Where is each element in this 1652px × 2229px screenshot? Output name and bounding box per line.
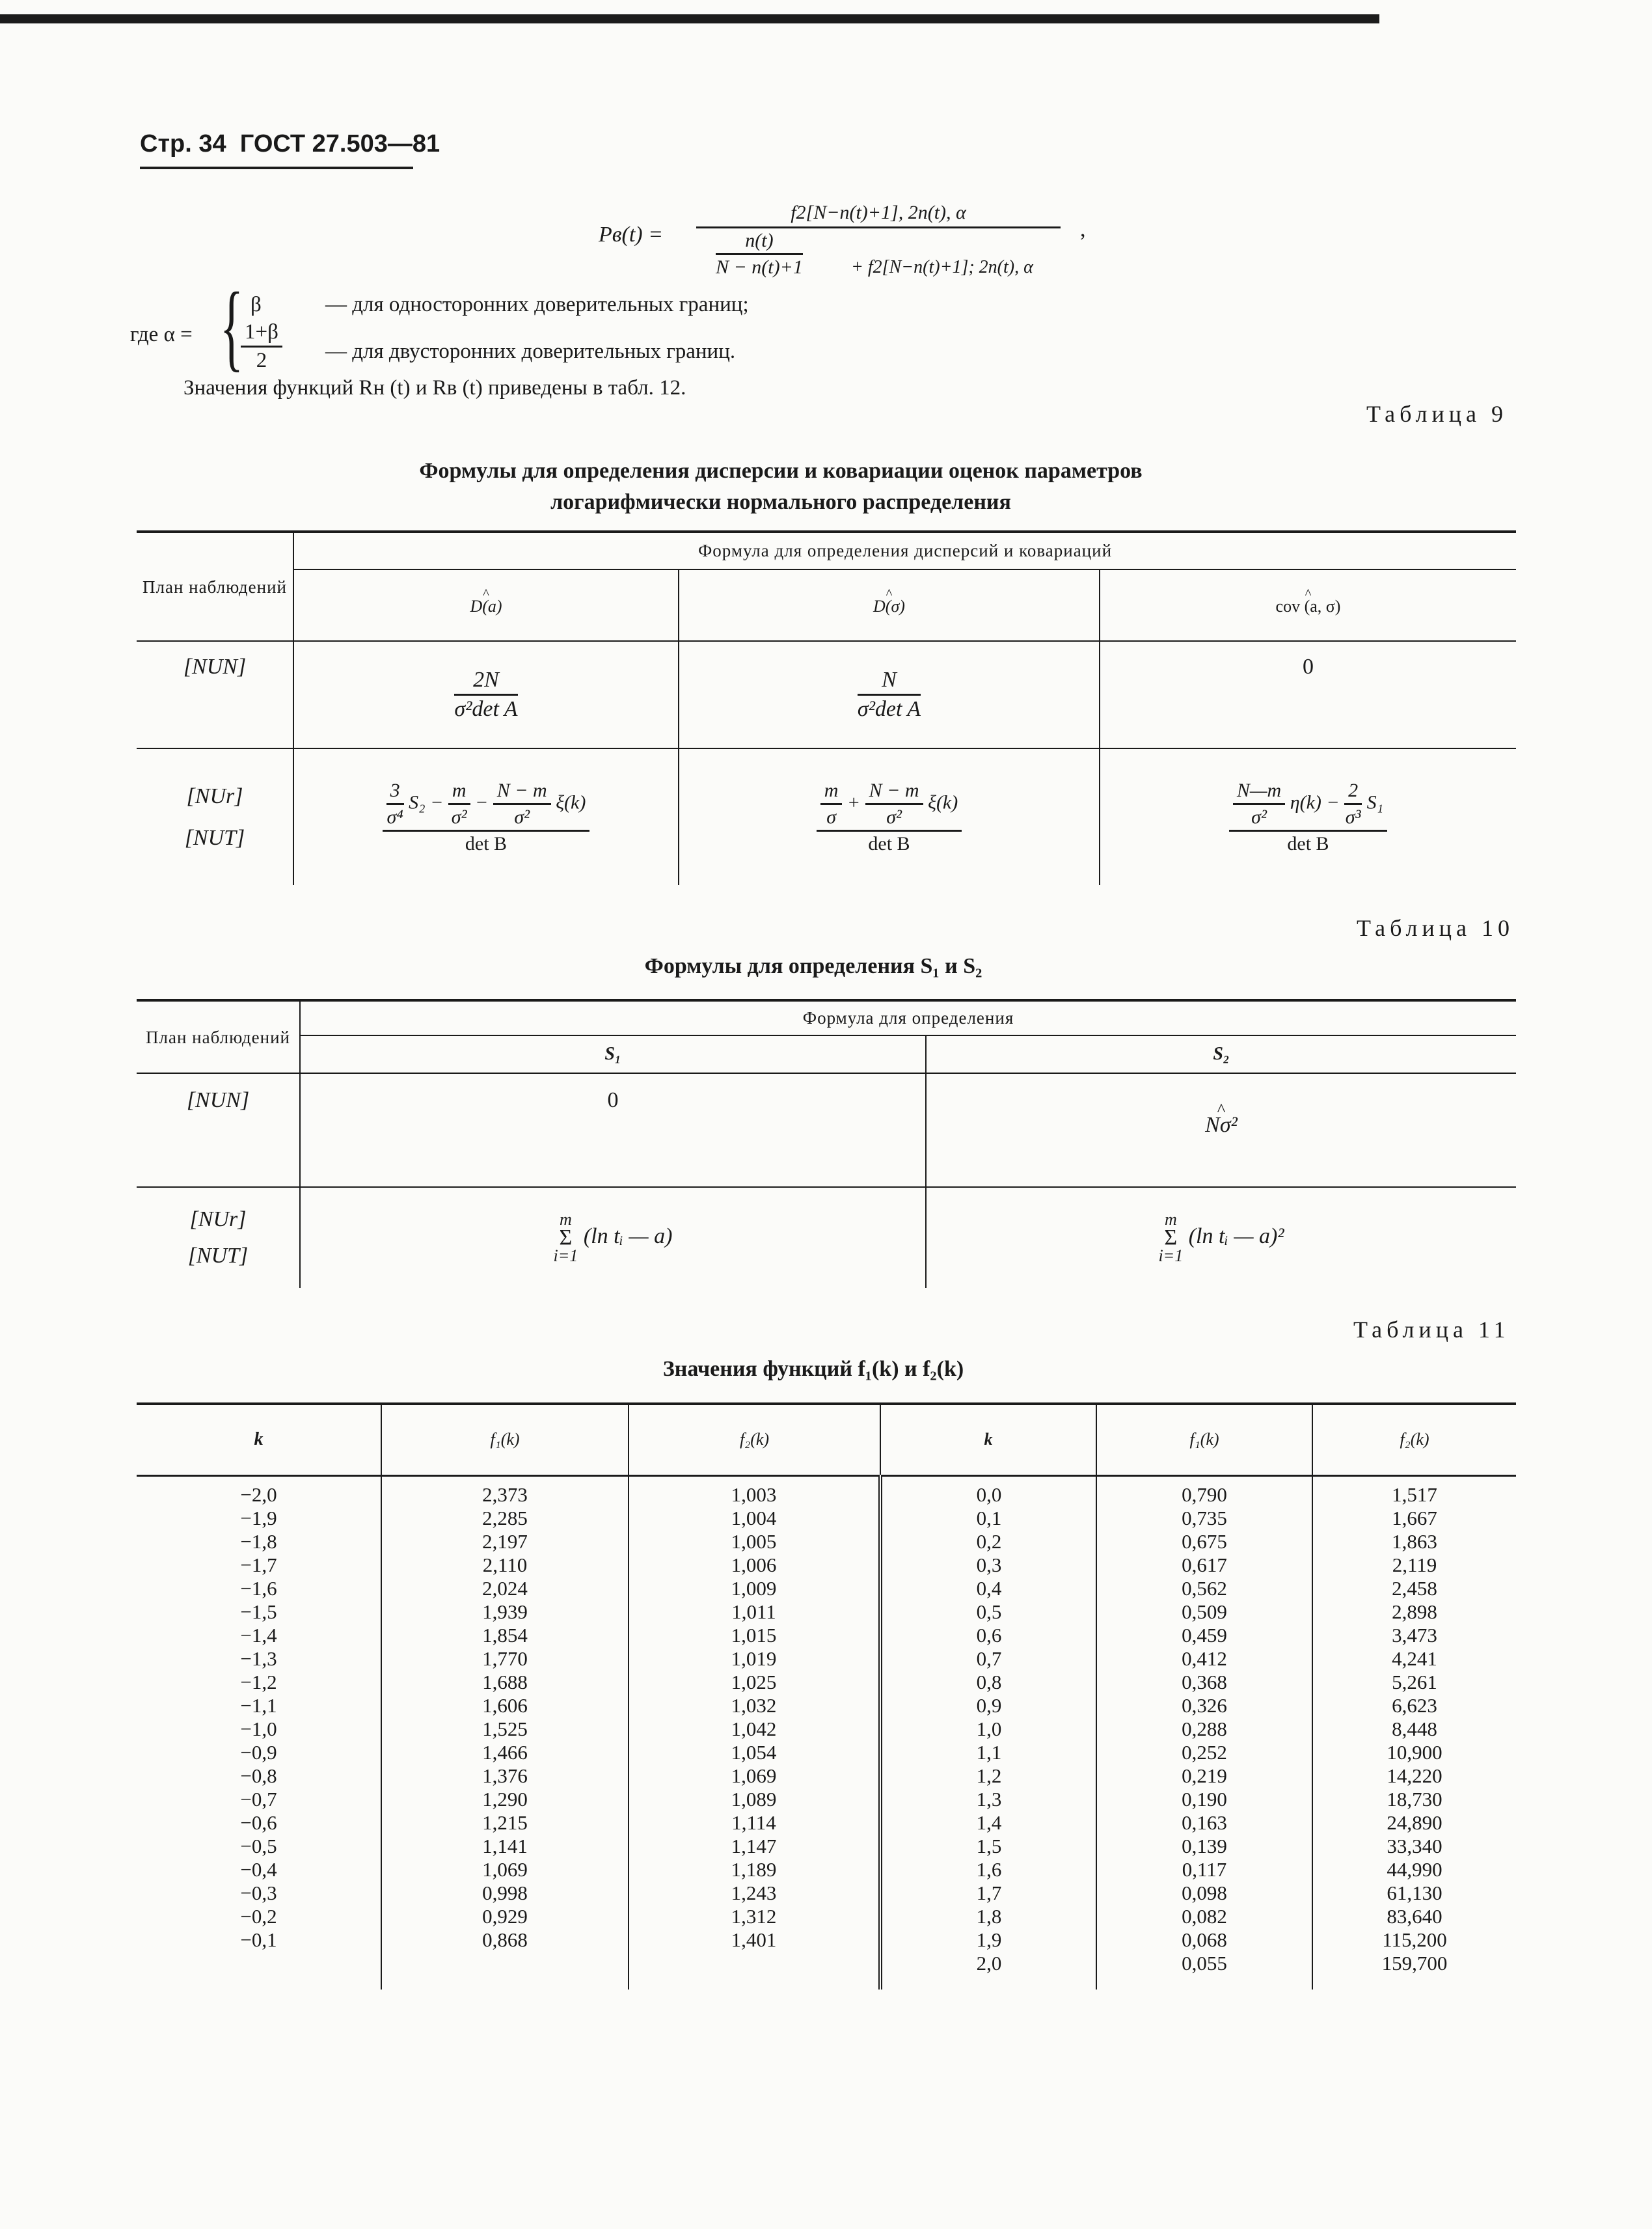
t9-r1-ds-num: N xyxy=(858,668,921,696)
t9-r2-da xyxy=(293,748,679,885)
t11-left-f2-cell: 1,189 xyxy=(731,1857,777,1881)
t11-left-f1-cell: 0,868 xyxy=(482,1928,528,1951)
t11-right-f1-cell: 0,098 xyxy=(1182,1881,1227,1904)
t10-r2-s1-sum: Σ xyxy=(559,1225,573,1250)
t11-right-k-cell: 1,4 xyxy=(976,1811,1002,1834)
t11-col-k-right xyxy=(880,1475,1096,1990)
t11-left-f1-cell: 1,466 xyxy=(482,1740,528,1764)
t9-r2-plan1: [NUr] xyxy=(186,784,243,808)
t11-right-f2-cell: 1,863 xyxy=(1392,1529,1437,1553)
t11-right-f1-cell: 0,082 xyxy=(1182,1904,1227,1928)
table10-title: Формулы для определения S₁ и S₂ xyxy=(644,954,982,978)
t11-left-f2-cell: 1,015 xyxy=(731,1623,777,1647)
t11-right-f2-cell: 10,900 xyxy=(1387,1740,1442,1764)
table9-title-line1: Формулы для определения дисперсии и ковариации оценок параметров xyxy=(419,459,1143,483)
t9-r2-ds-t1d: σ xyxy=(826,806,836,828)
t11-right-f1-cell: 0,368 xyxy=(1182,1670,1227,1693)
t9-r1-da-num: 2N xyxy=(454,668,517,696)
case2-text: — для двусторонних доверительных границ. xyxy=(325,340,736,363)
t11-left-k-cell: −1,8 xyxy=(240,1529,277,1553)
t9-col-da: ^ D(a) xyxy=(470,597,502,616)
t11-left-f1-cell: 0,929 xyxy=(482,1904,528,1928)
t11-right-f2-cell: 83,640 xyxy=(1387,1904,1442,1928)
t11-right-f2-cell: 2,119 xyxy=(1392,1553,1437,1576)
t11-right-f1-cell: 0,562 xyxy=(1182,1576,1227,1600)
t11-left-k-cell: −0,9 xyxy=(240,1740,277,1764)
t11-right-f1-cell: 0,252 xyxy=(1182,1740,1227,1764)
t11-right-f1-cell: 0,459 xyxy=(1182,1623,1227,1647)
t9-r2-da-t2n: m xyxy=(448,780,470,805)
t11-left-f1-cell: 2,285 xyxy=(482,1506,528,1529)
t11-left-k-cell: −1,9 xyxy=(240,1506,277,1529)
t11-right-k-cell: 1,2 xyxy=(976,1764,1002,1787)
formula-comma: , xyxy=(1080,217,1086,241)
t10-col-s2: S₂ xyxy=(926,1035,1516,1073)
t11-left-k-cell: −1,1 xyxy=(240,1693,277,1717)
t11-right-f2-cell: 61,130 xyxy=(1387,1881,1442,1904)
formula-numerator: f2[N−n(t)+1], 2n(t), α xyxy=(696,202,1061,228)
t9-r2-ds-xi: ξ(k) xyxy=(928,791,958,813)
t11-right-f1-cell: 0,617 xyxy=(1182,1553,1227,1576)
t11-right-f1-cell: 0,412 xyxy=(1182,1647,1227,1670)
t11-right-f1-cell: 0,675 xyxy=(1182,1529,1227,1553)
t11-left-f1-cell: 1,215 xyxy=(482,1811,528,1834)
t9-r2-da-minus: − xyxy=(475,791,489,813)
note-text: Значения функций Rн (t) и Rв (t) приведены в табл. 12. xyxy=(183,376,686,400)
t11-left-f2-cell: 1,089 xyxy=(731,1787,777,1811)
t11-left-f2-cell: 1,069 xyxy=(731,1764,777,1787)
t11-left-f2-cell: 1,004 xyxy=(731,1506,777,1529)
t9-r2-plan2: [NUT] xyxy=(184,825,245,850)
t11-right-k-cell: 1,8 xyxy=(976,1904,1002,1928)
t11-right-k-cell: 0,9 xyxy=(976,1693,1002,1717)
t10-r2-s1-sumtop: m xyxy=(560,1210,572,1229)
t9-r2-da-t3d: σ² xyxy=(514,806,530,828)
t11-col-f1-left xyxy=(381,1475,629,1990)
t11-right-k-cell: 0,1 xyxy=(976,1506,1002,1529)
t10-r2-s1-body: (ln tᵢ — a) xyxy=(583,1224,673,1248)
t11-left-f1-cell: 1,376 xyxy=(482,1764,528,1787)
t11-right-f1-cell: 0,163 xyxy=(1182,1811,1227,1834)
table10-label: Таблица 10 xyxy=(1357,915,1514,941)
t9-r2-ds-plus: + xyxy=(846,791,861,813)
table9-title-line2: логарифмически нормального распределения xyxy=(550,490,1011,514)
t10-r2-s1 xyxy=(300,1187,926,1288)
t11-left-f1-cell: 2,373 xyxy=(482,1483,528,1506)
t10-r1-s2: ^ Nσ² xyxy=(1205,1113,1238,1138)
t11-left-f2-cell: 1,011 xyxy=(731,1600,776,1623)
t11-col-f2-left xyxy=(629,1475,880,1990)
t11-right-k-cell: 0,4 xyxy=(976,1576,1002,1600)
t11-left-f2-cell: 1,032 xyxy=(731,1693,777,1717)
table9-title xyxy=(260,456,1301,518)
case1-text: — для односторонних доверительных границ; xyxy=(325,293,749,316)
formula-lhs: Pв(t) = xyxy=(599,223,664,247)
t11-left-f2-cell: 1,019 xyxy=(731,1647,777,1670)
t9-r2-ds-det: det B xyxy=(868,832,910,855)
t10-group-header: Формула для определения xyxy=(300,1000,1516,1035)
t9-r1-da-den: σ²det A xyxy=(454,697,518,721)
t11-head-k1: k xyxy=(254,1429,264,1450)
t11-head-f2b: f₂(k) xyxy=(1312,1404,1516,1475)
t11-right-f2-cell: 159,700 xyxy=(1381,1951,1448,1975)
formula-den-frac-den: N − n(t)+1 xyxy=(716,256,803,278)
t11-right-k-cell: 1,3 xyxy=(976,1787,1002,1811)
top-border xyxy=(0,14,1379,23)
t10-r2-s2-sumtop: m xyxy=(1164,1210,1177,1229)
t11-right-k-cell: 1,7 xyxy=(976,1881,1002,1904)
t9-plan-header: План наблюдений xyxy=(142,577,287,597)
t11-right-k-cell: 0,0 xyxy=(976,1483,1002,1506)
t11-right-f2-cell: 5,261 xyxy=(1392,1670,1437,1693)
t11-left-f1-cell: 1,069 xyxy=(482,1857,528,1881)
t11-right-f2-cell: 1,517 xyxy=(1392,1483,1437,1506)
formula-den-tail: + f2[N−n(t)+1]; 2n(t), α xyxy=(851,257,1033,277)
t9-group-header: Формула для определения дисперсий и ковариаций xyxy=(293,532,1516,569)
t9-r2-da-det: det B xyxy=(465,832,508,855)
t9-r2-da-t1n: 3 xyxy=(386,780,404,805)
t9-r2-cov-s: S₁ xyxy=(1366,791,1384,813)
t11-right-k-cell: 1,1 xyxy=(976,1740,1002,1764)
t11-left-k-cell: −1,0 xyxy=(240,1717,277,1740)
t11-right-k-cell: 0,8 xyxy=(976,1670,1002,1693)
t11-left-f1-cell: 2,024 xyxy=(482,1576,528,1600)
t9-r2-da-t3n: N − m xyxy=(493,780,551,805)
t9-r2-da-t1d: σ⁴ xyxy=(386,806,403,828)
brace: { xyxy=(220,273,243,381)
case1-value: β xyxy=(251,293,262,316)
t11-right-f1-cell: 0,288 xyxy=(1182,1717,1227,1740)
t10-r1-s2-cell xyxy=(926,1073,1516,1187)
t11-right-k-cell: 1,0 xyxy=(976,1717,1002,1740)
t9-r2-cov-t2n: 2 xyxy=(1344,780,1362,805)
t11-left-k-cell: −1,5 xyxy=(240,1600,277,1623)
t11-left-f1-cell: 1,770 xyxy=(482,1647,528,1670)
t11-head-f2a: f₂(k) xyxy=(629,1404,880,1475)
t10-r2-s2-sum: Σ xyxy=(1164,1225,1178,1250)
table10 xyxy=(137,999,1516,1288)
t11-right-k-cell: 0,3 xyxy=(976,1553,1002,1576)
t11-left-k-cell: −1,3 xyxy=(240,1647,277,1670)
t11-left-f2-cell: 1,006 xyxy=(731,1553,777,1576)
t11-left-f2-cell: 1,003 xyxy=(731,1483,777,1506)
t11-left-k-cell: −0,4 xyxy=(240,1857,277,1881)
t11-right-f2-cell: 4,241 xyxy=(1392,1647,1437,1670)
t9-r2-ds-t1n: m xyxy=(820,780,843,805)
t11-left-f2-cell: 1,009 xyxy=(731,1576,777,1600)
t11-left-f1-cell: 2,197 xyxy=(482,1529,528,1553)
t11-left-k-cell: −0,2 xyxy=(240,1904,277,1928)
t9-r2-cov-eta: η(k) − xyxy=(1290,791,1340,813)
t9-r2-cov-det: det B xyxy=(1287,832,1329,855)
t11-right-f2-cell: 18,730 xyxy=(1387,1787,1442,1811)
t10-col-s1: S₁ xyxy=(300,1035,926,1073)
t11-left-f1-cell: 2,110 xyxy=(482,1553,528,1576)
t9-row1-plan: [NUN] xyxy=(183,655,247,679)
page-number: Стр. 34 xyxy=(140,130,226,157)
t11-left-k-cell: −2,0 xyxy=(240,1483,277,1506)
t11-left-k-cell: −0,7 xyxy=(240,1787,277,1811)
t11-right-f1-cell: 0,139 xyxy=(1182,1834,1227,1857)
t9-r2-cov-t2d: σ³ xyxy=(1345,806,1361,828)
t9-r2-ds-t2d: σ² xyxy=(886,806,902,828)
t11-left-f1-cell: 1,525 xyxy=(482,1717,528,1740)
t11-right-f2-cell: 2,458 xyxy=(1392,1576,1437,1600)
t11-right-f1-cell: 0,509 xyxy=(1182,1600,1227,1623)
t11-left-f2-cell: 1,042 xyxy=(731,1717,777,1740)
table9 xyxy=(137,530,1516,885)
table11-label: Таблица 11 xyxy=(1353,1317,1510,1343)
header-underline xyxy=(140,167,413,169)
table9-label: Таблица 9 xyxy=(1366,401,1508,427)
t11-right-k-cell: 1,6 xyxy=(976,1857,1002,1881)
t11-left-k-cell: −1,6 xyxy=(240,1576,277,1600)
t11-head-k2: k xyxy=(880,1404,1096,1475)
t11-left-f2-cell: 1,114 xyxy=(731,1811,776,1834)
formula-den-frac-num: n(t) xyxy=(716,230,803,255)
t11-left-f2-cell: 1,243 xyxy=(731,1881,777,1904)
t11-col-f2-right xyxy=(1312,1475,1516,1990)
t11-right-k-cell: 0,5 xyxy=(976,1600,1002,1623)
t11-head-f1a: f₁(k) xyxy=(381,1404,629,1475)
t11-right-f1-cell: 0,790 xyxy=(1182,1483,1227,1506)
t11-right-k-cell: 0,7 xyxy=(976,1647,1002,1670)
t9-r2-ds xyxy=(679,748,1100,885)
t11-left-f2-cell: 1,147 xyxy=(731,1834,777,1857)
t10-r2-s2-body: (ln tᵢ — a)² xyxy=(1188,1224,1284,1248)
t9-r2-da-xi: ξ(k) xyxy=(556,791,586,813)
t11-left-f1-cell: 1,141 xyxy=(482,1834,528,1857)
t11-left-f1-cell: 1,939 xyxy=(482,1600,528,1623)
t11-left-k-cell: −1,7 xyxy=(240,1553,277,1576)
t11-right-f1-cell: 0,055 xyxy=(1182,1951,1227,1975)
t11-left-f1-cell: 1,606 xyxy=(482,1693,528,1717)
t11-left-k-cell: −0,8 xyxy=(240,1764,277,1787)
t11-left-f1-cell: 1,854 xyxy=(482,1623,528,1647)
table11 xyxy=(137,1402,1516,1990)
t9-col-ds: ^ D(σ) xyxy=(873,597,905,616)
t11-right-k-cell: 1,9 xyxy=(976,1928,1002,1951)
t11-col-f1-right xyxy=(1096,1475,1312,1990)
t11-right-f1-cell: 0,326 xyxy=(1182,1693,1227,1717)
t11-left-f2-cell: 1,025 xyxy=(731,1670,777,1693)
t11-left-f1-cell: 1,290 xyxy=(482,1787,528,1811)
t11-col-k-left xyxy=(137,1475,381,1990)
t9-col-cov: ^ cov (a, σ) xyxy=(1276,597,1341,616)
t9-r2-cov-t1d: σ² xyxy=(1251,806,1267,828)
t11-right-k-cell: 0,6 xyxy=(976,1623,1002,1647)
t10-r1-s1: 0 xyxy=(300,1073,926,1187)
t9-r2-da-s: S₂ − xyxy=(409,791,444,813)
t11-right-f2-cell: 44,990 xyxy=(1387,1857,1442,1881)
t11-right-f2-cell: 3,473 xyxy=(1392,1623,1437,1647)
case2-den: 2 xyxy=(256,349,267,372)
standard-code: ГОСТ 27.503—81 xyxy=(239,130,440,157)
table11-title: Значения функций f₁(k) и f₂(k) xyxy=(662,1357,964,1381)
t10-row2-plan xyxy=(137,1187,300,1288)
t11-right-f2-cell: 8,448 xyxy=(1392,1717,1437,1740)
t9-r2-ds-t2n: N − m xyxy=(865,780,923,805)
t11-right-k-cell: 1,5 xyxy=(976,1834,1002,1857)
t11-right-f2-cell: 24,890 xyxy=(1387,1811,1442,1834)
t11-left-k-cell: −0,5 xyxy=(240,1834,277,1857)
t10-r2-plan1: [NUr] xyxy=(189,1207,247,1231)
t11-right-f1-cell: 0,117 xyxy=(1182,1857,1227,1881)
t11-left-k-cell: −0,3 xyxy=(240,1881,277,1904)
where-prefix: где α = xyxy=(130,323,193,346)
t11-right-f2-cell: 33,340 xyxy=(1387,1834,1442,1857)
t10-r2-s2-sumbot: i=1 xyxy=(1158,1246,1184,1265)
t11-head-f1b: f₁(k) xyxy=(1096,1404,1312,1475)
t11-right-f1-cell: 0,219 xyxy=(1182,1764,1227,1787)
t9-r1-ds-den: σ²det A xyxy=(857,697,921,721)
t10-r2-s1-sumbot: i=1 xyxy=(553,1246,578,1265)
t11-right-k-cell: 2,0 xyxy=(976,1951,1002,1975)
t11-left-k-cell: −1,2 xyxy=(240,1670,277,1693)
t9-r2-cov-t1n: N—m xyxy=(1233,780,1285,805)
t10-plan-header: План наблюдений xyxy=(146,1027,290,1047)
case2-num: 1+β xyxy=(241,320,282,348)
t11-right-f1-cell: 0,735 xyxy=(1182,1506,1227,1529)
t11-left-f2-cell: 1,401 xyxy=(731,1928,777,1951)
t11-left-k-cell: −0,1 xyxy=(240,1928,277,1951)
t9-r2-da-t2d: σ² xyxy=(451,806,467,828)
t11-right-f2-cell: 2,898 xyxy=(1392,1600,1437,1623)
t10-row1-plan: [NUN] xyxy=(186,1088,250,1112)
t11-right-f2-cell: 6,623 xyxy=(1392,1693,1437,1717)
page-header xyxy=(140,130,440,158)
t11-left-f1-cell: 1,688 xyxy=(482,1670,528,1693)
t11-left-k-cell: −0,6 xyxy=(240,1811,277,1834)
t11-right-f2-cell: 115,200 xyxy=(1382,1928,1447,1951)
t11-left-f1-cell: 0,998 xyxy=(482,1881,528,1904)
t9-r1-cov: 0 xyxy=(1100,641,1516,748)
t11-left-f2-cell: 1,312 xyxy=(731,1904,777,1928)
t10-r2-s2 xyxy=(926,1187,1516,1288)
t11-right-f1-cell: 0,190 xyxy=(1182,1787,1227,1811)
t11-right-k-cell: 0,2 xyxy=(976,1529,1002,1553)
t10-r2-plan2: [NUT] xyxy=(187,1244,249,1268)
t9-r2-cov xyxy=(1100,748,1516,885)
t11-left-f2-cell: 1,054 xyxy=(731,1740,777,1764)
t11-left-f2-cell: 1,005 xyxy=(731,1529,777,1553)
t11-right-f2-cell: 1,667 xyxy=(1392,1506,1437,1529)
t11-right-f1-cell: 0,068 xyxy=(1182,1928,1227,1951)
t11-left-k-cell: −1,4 xyxy=(240,1623,277,1647)
t9-row2-plan xyxy=(137,748,293,885)
t11-right-f2-cell: 14,220 xyxy=(1387,1764,1442,1787)
